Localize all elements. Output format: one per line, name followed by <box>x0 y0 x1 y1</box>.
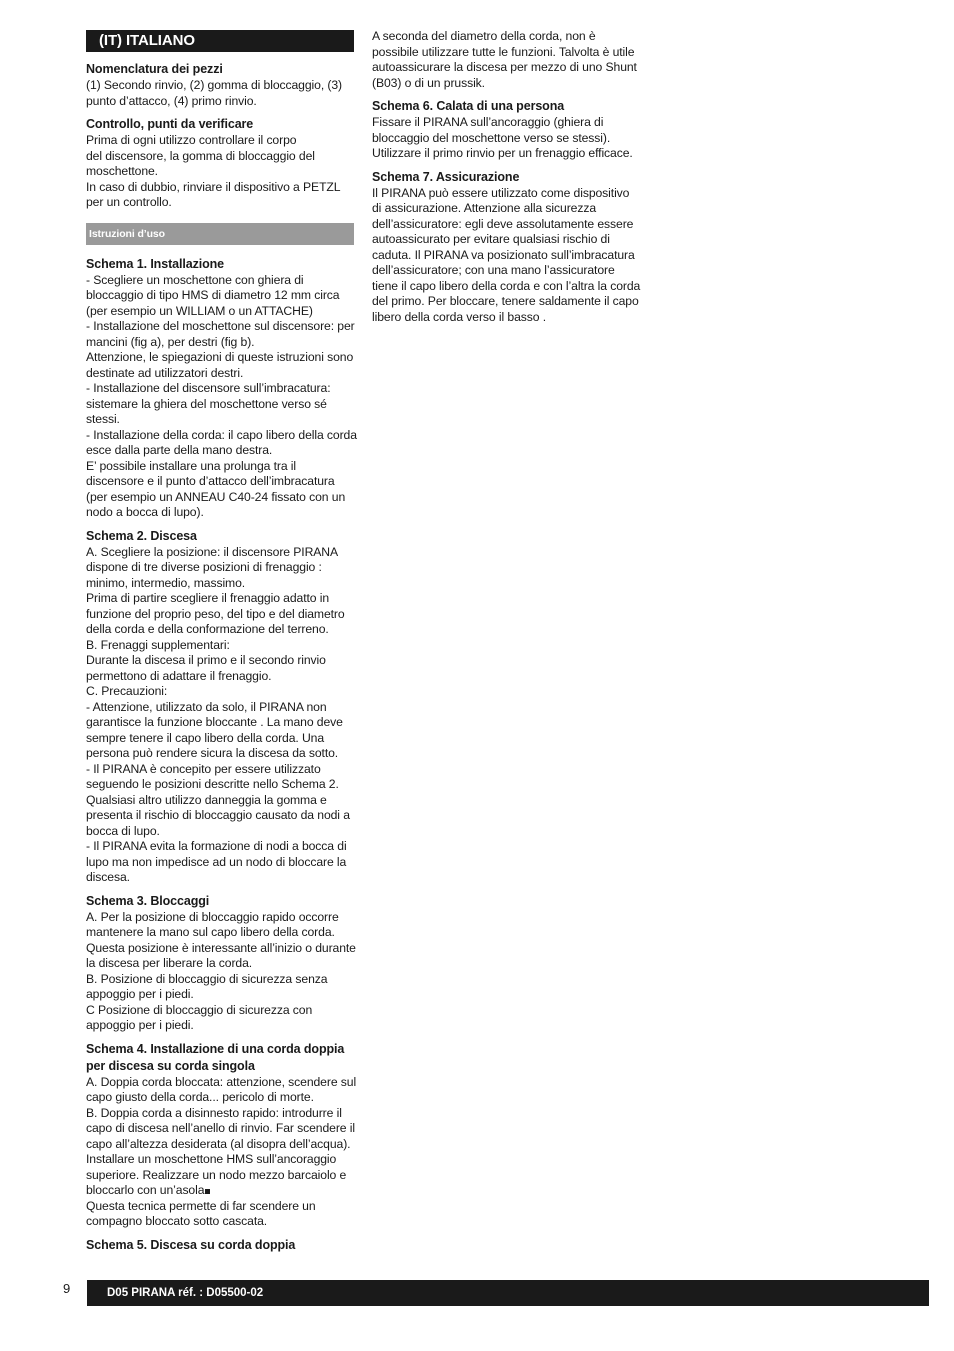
text-line: autoassicurato per evitare qualsiasi rischio di <box>372 232 610 246</box>
text-line: del discensore, la gomma di bloccaggio del <box>86 148 315 163</box>
text-line: Durante la discesa il primo e il secondo rinvio <box>86 653 326 667</box>
text-line: appoggio per i piedi. <box>86 1018 194 1032</box>
text-line: Il PIRANA può essere utilizzato come dispositivo <box>372 185 630 200</box>
page-number: 9 <box>63 1281 71 1296</box>
end-mark-icon <box>205 1189 210 1194</box>
section-title: Schema 7. Assicurazione <box>372 169 520 184</box>
text-line: Installare un moschettone HMS sull’ancoraggio <box>86 1152 337 1166</box>
text-line: appoggio per i piedi. <box>86 987 194 1001</box>
text-line: di assicurazione. Attenzione alla sicurezza <box>372 201 597 215</box>
text-line: dell’assicuratore; con una mano l’assicuratore <box>372 263 615 277</box>
text-line: C Posizione di bloccaggio di sicurezza con <box>86 1002 313 1017</box>
section-title: Schema 1. Installazione <box>86 256 225 271</box>
text-line: E’ possibile installare una prolunga tra il <box>86 458 297 473</box>
text-line: dispone di tre diverse posizioni di frenaggio : <box>86 560 322 574</box>
section-schema-3 <box>86 893 354 1034</box>
text-line: bocca di lupo. <box>86 823 160 838</box>
text-line: C. Precauzioni: <box>86 684 168 698</box>
text-line: moschettone. <box>86 164 158 178</box>
text-line: compagno bloccato sotto cascata. <box>86 1214 268 1228</box>
section-title: Schema 2. Discesa <box>86 528 197 543</box>
text-line: sistemare la ghiera del moschettone verso sé <box>86 396 327 411</box>
section-intro <box>372 29 638 91</box>
text-line: destinate ad utilizzatori destri. <box>86 365 244 380</box>
section-title: Nomenclatura dei pezzi <box>86 62 223 76</box>
left-column <box>86 30 357 1260</box>
text-fragment: bloccarlo con un’asola <box>86 1183 205 1197</box>
text-line: della corda e della conformazione del terreno. <box>86 622 329 636</box>
text-line: capo giusto della corda... pericolo di morte. <box>86 1090 314 1104</box>
text-line: discensore e il punto d’attacco dell’imbracatura <box>86 474 335 488</box>
text-line: discesa. <box>86 870 130 884</box>
text-line: la discesa per liberare la corda. <box>86 956 253 970</box>
text-line: A. Per la posizione di bloccaggio rapido occorre <box>86 909 339 924</box>
text-line: bloccaggio del moschettone verso se stessi). <box>372 130 611 145</box>
text-line: A seconda del diametro della corda, non è <box>372 29 596 43</box>
section-nomenclatura <box>86 61 354 109</box>
section-schema-5 <box>86 1237 354 1253</box>
section-schema-4 <box>86 1041 357 1230</box>
section-schema-1 <box>86 256 357 521</box>
section-title: per discesa su corda singola <box>86 1058 255 1073</box>
text-line: Prima di partire scegliere il frenaggio adatto in <box>86 591 330 605</box>
text-line: tiene il capo libero della corda e con l’altra la corda <box>372 278 641 293</box>
section-title: Controllo, punti da verificare <box>86 117 254 131</box>
section-schema-7 <box>372 169 641 326</box>
text-line: esce dalla parte della mano destra. <box>86 443 273 457</box>
text-line: del primo. Per bloccare, tenere saldamente il capo <box>372 294 639 308</box>
text-line: Qualsiasi altro utilizzo danneggia la gomma e <box>86 792 327 807</box>
section-schema-2 <box>86 528 354 886</box>
text-line: B. Posizione di bloccaggio di sicurezza senza <box>86 971 328 986</box>
section-title: Schema 4. Installazione di una corda doppia <box>86 1041 345 1056</box>
text-line: In caso di dubbio, rinviare il dispositivo a PETZL <box>86 179 341 194</box>
text-line: - Installazione del discensore sull’imbracatura: <box>86 381 331 395</box>
text-line: (1) Secondo rinvio, (2) gomma di bloccaggio, (3) <box>86 78 342 92</box>
right-column <box>372 29 641 332</box>
text-line: A. Scegliere la posizione: il discensore PIRANA <box>86 544 339 559</box>
text-line: Prima di ogni utilizzo controllare il corpo <box>86 133 297 147</box>
text-line: - Scegliere un moschettone con ghiera di <box>86 272 304 287</box>
text-line: (per esempio un ANNEAU C40-24 fissato con un <box>86 489 346 504</box>
text-line: - Attenzione, utilizzato da solo, il PIRANA non <box>86 699 327 714</box>
text-line: punto d’attacco, (4) primo rinvio. <box>86 93 257 108</box>
section-controllo <box>86 116 354 211</box>
text-line: mantenere la mano sul capo libero della corda. <box>86 925 335 939</box>
text-line: B. Frenaggi supplementari: <box>86 637 230 652</box>
text-line: superiore. Realizzare un nodo mezzo barcaiolo e <box>86 1167 347 1182</box>
text-line: dell’assicuratore: egli deve assolutamente essere <box>372 216 634 231</box>
text-line: seguendo le posizioni descritte nello Schema 2. <box>86 777 339 791</box>
text-line: stessi. <box>86 412 120 426</box>
text-line: A. Doppia corda bloccata: attenzione, scendere sul <box>86 1074 357 1089</box>
text-line: minimo, intermedio, massimo. <box>86 575 246 590</box>
text-line: capo di discesa nell’anello di rinvio. Far scendere il <box>86 1121 355 1135</box>
text-line: B. Doppia corda a disinnesto rapido: introdurre il <box>86 1105 342 1120</box>
text-line: - Il PIRANA è concepito per essere utilizzato <box>86 761 321 776</box>
text-line: - Installazione della corda: il capo libero della corda <box>86 427 357 442</box>
text-line: sempre tenere il capo libero della corda. Una <box>86 730 325 745</box>
text-line: capo all’altezza desiderata (al disopra dell’acqua). <box>86 1136 351 1151</box>
text-line: caduta. Il PIRANA va posizionato sull’imbracatura <box>372 247 635 262</box>
text-line: Questa posizione è interessante all’inizio o durante <box>86 940 356 955</box>
footer-bar <box>87 1280 929 1306</box>
text-line: Fissare il PIRANA sull’ancoraggio (ghiera di <box>372 115 604 129</box>
text-line: presenta il rischio di bloccaggio causato da nodi a <box>86 808 350 822</box>
document-reference: D05 PIRANA réf. : D05500-02 <box>107 1287 264 1299</box>
text-line: Utilizzare il primo rinvio per un frenaggio efficace. <box>372 146 633 160</box>
section-schema-6 <box>372 98 638 162</box>
text-line: - Il PIRANA evita la formazione di nodi a bocca di <box>86 839 347 853</box>
section-title: Schema 6. Calata di una persona <box>372 99 565 113</box>
text-line: Attenzione, le spiegazioni di queste istruzioni sono <box>86 350 354 364</box>
text-line <box>86 1183 354 1199</box>
instructions-subheader: Istruzioni d’uso <box>86 223 354 245</box>
text-line: lupo ma non impedisce ad un nodo di bloccare la <box>86 854 347 869</box>
text-line: Questa tecnica permette di far scendere un <box>86 1198 316 1213</box>
text-line: funzione del proprio peso, del tipo e del diametro <box>86 606 345 621</box>
text-line: garantisce la funzione bloccante . La mano deve <box>86 715 343 729</box>
text-line: (B03) o di un prussik. <box>372 75 485 90</box>
text-line: persona può rendere sicura la discesa da sotto. <box>86 746 339 760</box>
language-header: (IT) ITALIANO <box>86 30 354 52</box>
section-title: Schema 3. Bloccaggi <box>86 893 210 908</box>
text-line: permettono di adattare il frenaggio. <box>86 668 272 683</box>
text-line: mancini (fig a), per destri (fig b). <box>86 334 255 349</box>
text-line: libero della corda verso il basso . <box>372 309 546 324</box>
text-line: per un controllo. <box>86 195 172 209</box>
text-line: possibile utilizzare tutte le funzioni. Talvolta è utile <box>372 44 635 59</box>
text-line: - Installazione del moschettone sul discensore: per <box>86 319 355 333</box>
text-line: nodo a bocca di lupo). <box>86 505 204 519</box>
text-line: bloccaggio di tipo HMS di diametro 12 mm circa <box>86 288 340 302</box>
section-title: Schema 5. Discesa su corda doppia <box>86 1237 296 1252</box>
text-line: autoassicurare la discesa per mezzo di uno Shunt <box>372 60 637 74</box>
text-line: (per esempio un WILLIAM o un ATTACHE) <box>86 303 313 318</box>
